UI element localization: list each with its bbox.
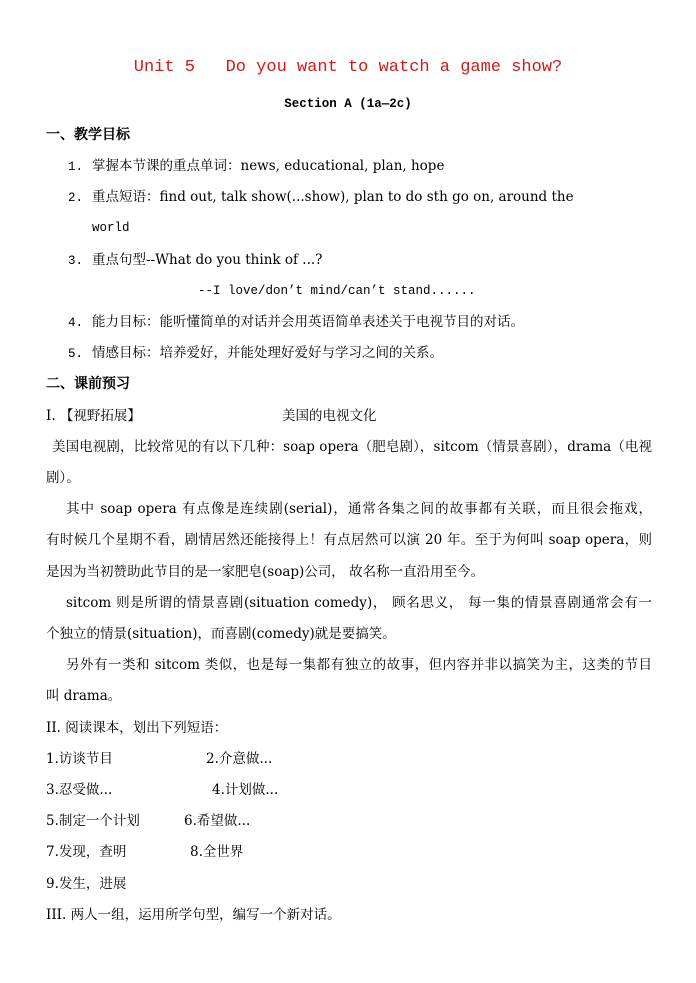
goal-item-1 xyxy=(68,157,444,176)
phrase-5: 5.制定一个计划 xyxy=(46,813,140,829)
section-subtitle: Section A (1a—2c) xyxy=(284,97,412,111)
goal-number: 5. xyxy=(68,347,84,361)
goal-item-4 xyxy=(68,313,524,332)
goal-item-2-continuation: world xyxy=(92,221,130,235)
paragraph-4-line-2: 叫 drama。 xyxy=(46,688,122,704)
phrase-1: 1.访谈节目 xyxy=(46,751,113,767)
paragraph-2-line-3: 是因为当初赞助此节目的是一家肥皂(soap)公司， 故名称一直沿用至今。 xyxy=(46,564,485,580)
page-title: Unit 5 Do you want to watch a game show? xyxy=(133,58,563,77)
phrase-9: 9.发生，进展 xyxy=(46,876,127,892)
phrase-3: 3.忍受做... xyxy=(46,782,113,798)
goal-item-3 xyxy=(68,251,322,270)
heading-preview: 二、课前预习 xyxy=(46,376,130,392)
phrase-8: 8.全世界 xyxy=(190,844,244,860)
goal-number: 4. xyxy=(68,316,84,330)
part3-label: III. 两人一组，运用所学句型，编写一个新对话。 xyxy=(46,907,341,923)
phrase-7: 7.发现，查明 xyxy=(46,844,127,860)
goal-text: 掌握本节课的重点单词：news, educational, plan, hope xyxy=(92,158,445,174)
goal-item-2 xyxy=(68,188,574,207)
paragraph-1-line-1: 美国电视剧，比较常见的有以下几种：soap opera（肥皂剧），sitcom（情景喜剧），drama（电视 xyxy=(52,439,652,455)
heading-teaching-goals: 一、教学目标 xyxy=(46,127,130,143)
goal-text: 重点句型--What do you think of ...? xyxy=(92,252,323,268)
goal-text: 情感目标：培养爱好，并能处理好爱好与学习之间的关系。 xyxy=(92,345,443,361)
paragraph-4-line-1: 另外有一类和 sitcom 类似，也是每一集都有独立的故事，但内容并非以搞笑为主，这类的节目 xyxy=(66,657,652,673)
goal-number: 1. xyxy=(68,160,84,174)
phrase-4: 4.计划做... xyxy=(212,782,279,798)
phrase-2: 2.介意做... xyxy=(206,751,273,767)
paragraph-2-line-2: 有时候几个星期不看，剧情居然还能接得上！有点居然可以演 20 年。至于为何叫 soap opera，则 xyxy=(46,532,652,548)
part1-label: I. 【视野拓展】 xyxy=(46,408,141,424)
paragraph-3-line-2: 个独立的情景(situation)，而喜剧(comedy)就是要搞笑。 xyxy=(46,626,396,642)
goal-number: 3. xyxy=(68,254,84,268)
goal-item-3-response: --I love/don’t mind/can’t stand...... xyxy=(198,284,476,298)
goal-number: 2. xyxy=(68,191,84,205)
part1-topic: 美国的电视文化 xyxy=(282,408,377,424)
phrase-6: 6.希望做... xyxy=(184,813,251,829)
goal-item-5 xyxy=(68,344,443,363)
goal-text: 重点短语：find out, talk show(...show), plan to do sth go on, around the xyxy=(92,189,574,205)
paragraph-2-line-1: 其中 soap opera 有点像是连续剧(serial)，通常各集之间的故事都有关联，而且很会拖戏， xyxy=(66,501,652,517)
part2-label: II. 阅读课本，划出下列短语： xyxy=(46,720,228,736)
goal-text: 能力目标：能听懂简单的对话并会用英语简单表述关于电视节目的对话。 xyxy=(92,314,524,330)
paragraph-1-line-2: 剧）。 xyxy=(46,470,80,486)
paragraph-3-line-1: sitcom 则是所谓的情景喜剧(situation comedy)， 顾名思义， 每一集的情景喜剧通常会有一 xyxy=(66,595,652,611)
